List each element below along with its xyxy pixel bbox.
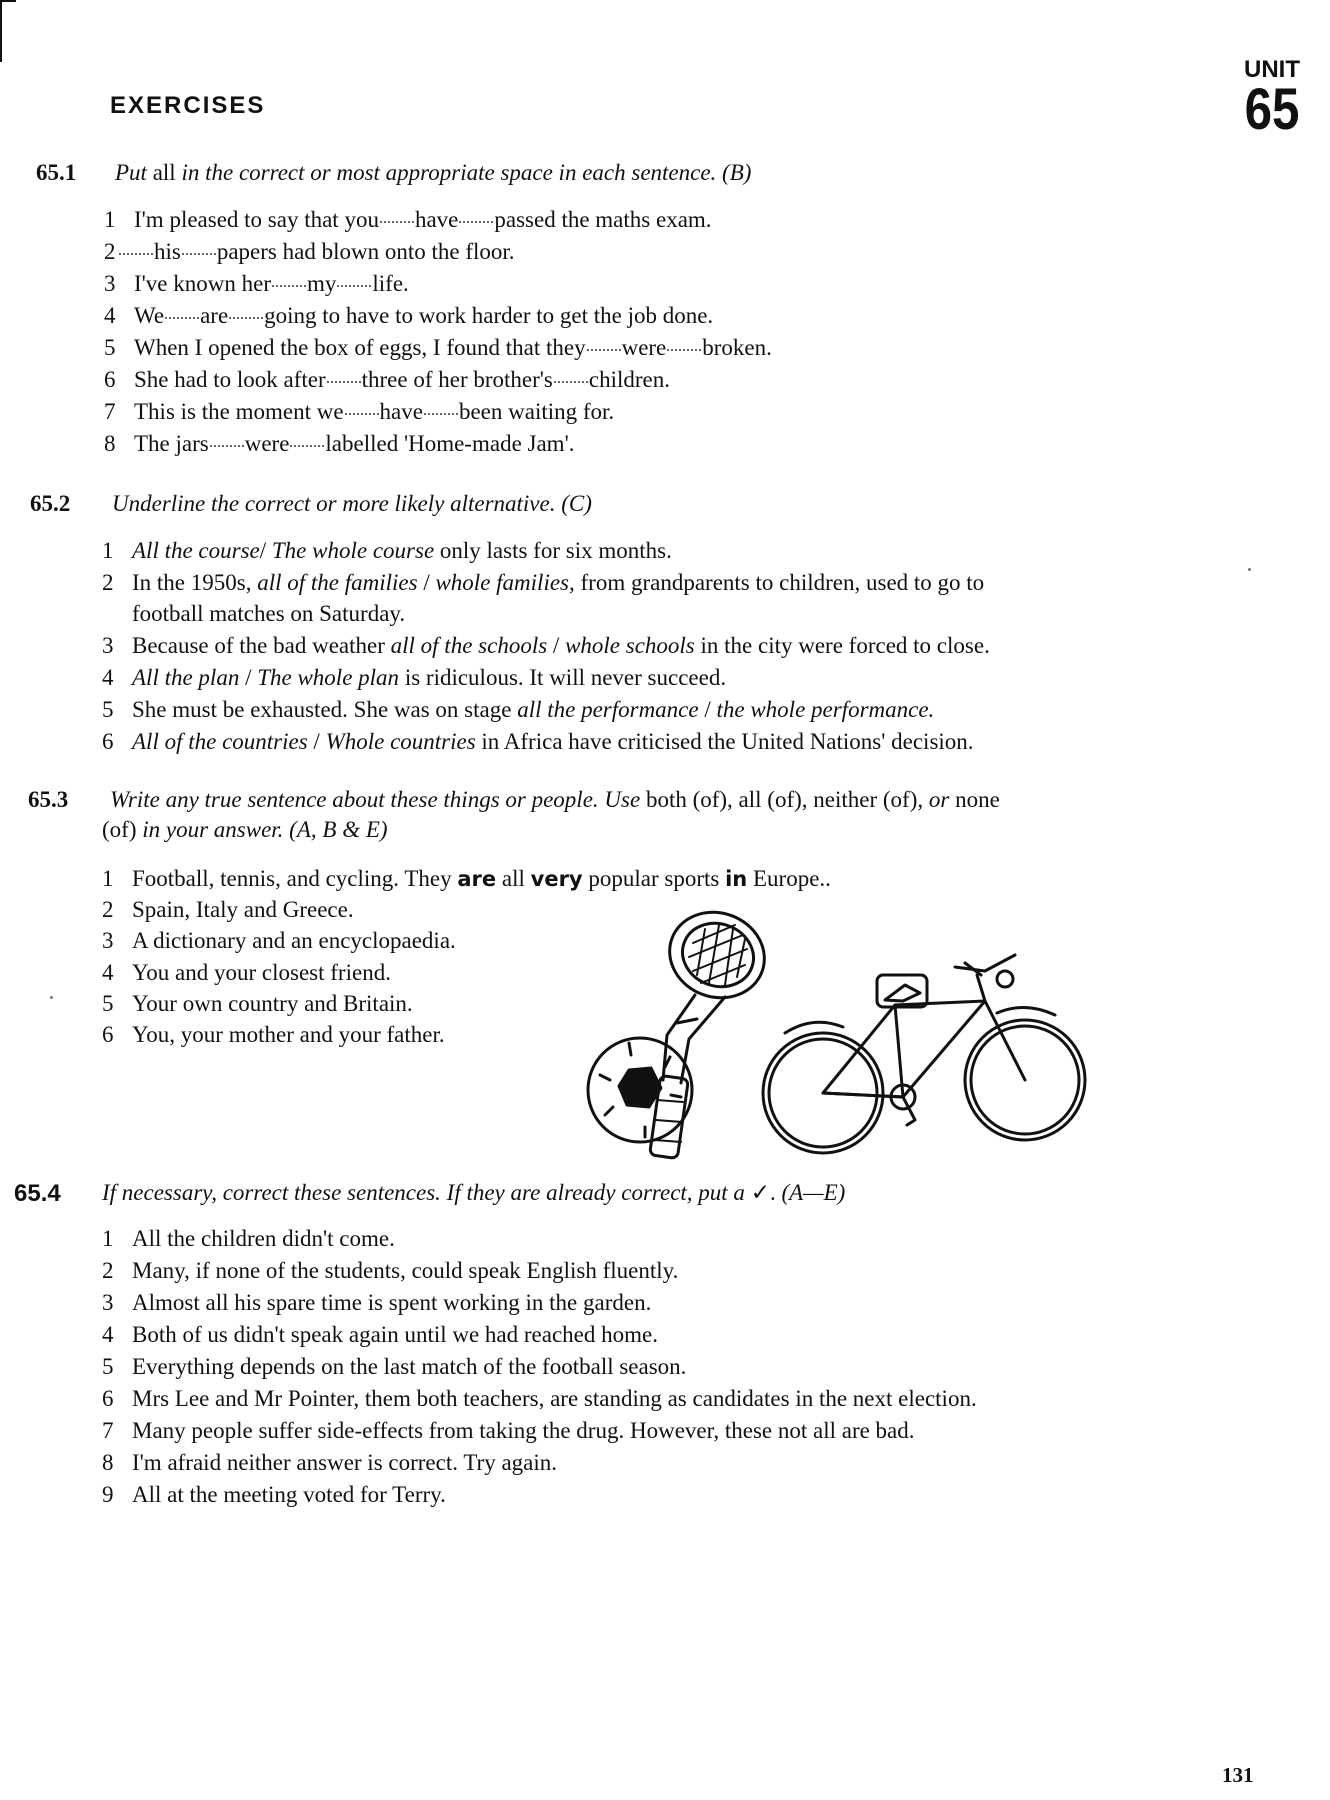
ex4-item-4: 4 Both of us didn't speak again until we had reached home. <box>102 1322 658 1347</box>
sports-illustration <box>585 905 1125 1165</box>
page-number: 131 <box>1222 1763 1254 1787</box>
exercise-instruction-65-3-continued: (of) in your answer. (A, B & E) <box>102 817 388 842</box>
ex2-item-6: 6 All of the countries / Whole countries in Africa have criticised the United Nations' decision. <box>102 729 974 754</box>
unit-label: UNIT <box>1244 56 1300 83</box>
ex2-item-4: 4 All the plan / The whole plan is ridiculous. It will never succeed. <box>102 665 727 690</box>
scan-speck <box>50 996 53 999</box>
bicycle-icon <box>763 955 1085 1153</box>
corner-mark <box>0 0 16 62</box>
exercise-instruction-65-1: Put all in the correct or most appropriate space in each sentence. (B) <box>115 160 752 185</box>
ex4-item-1: 1 All the children didn't come. <box>102 1226 395 1251</box>
ex3-item-5: 5 Your own country and Britain. <box>102 991 413 1016</box>
ex4-item-9: 9 All at the meeting voted for Terry. <box>102 1482 446 1507</box>
ex3-item-4: 4 You and your closest friend. <box>102 960 391 985</box>
ex2-item-1: 1 All the course/ The whole course only lasts for six months. <box>102 538 672 563</box>
ex2-item-5: 5 She must be exhausted. She was on stage all the performance / the whole performance. <box>102 697 935 722</box>
ex4-item-8: 8 I'm afraid neither answer is correct. Try again. <box>102 1450 558 1475</box>
exercise-number-65-1: 65.1 <box>36 160 77 185</box>
exercise-instruction-65-2: Underline the correct or more likely alternative. (C) <box>112 491 592 516</box>
ex3-item-6: 6 You, your mother and your father. <box>102 1022 445 1047</box>
ex4-item-7: 7 Many people suffer side-effects from taking the drug. However, these not all are bad. <box>102 1418 915 1443</box>
exercise-number-65-3: 65.3 <box>28 787 69 812</box>
ex4-item-6: 6 Mrs Lee and Mr Pointer, them both teachers, are standing as candidates in the next election. <box>102 1386 977 1411</box>
unit-number: 65 <box>1244 77 1300 142</box>
ex2-item-3: 3 Because of the bad weather all of the schools / whole schools in the city were forced to close. <box>102 633 990 658</box>
exercises-heading: EXERCISES <box>110 92 266 119</box>
ex1-item-2: 2 his papers had blown onto the floor. <box>104 239 515 264</box>
exercise-number-65-4: 65.4 <box>14 1180 61 1207</box>
football-icon <box>588 1038 692 1142</box>
ex3-item-3: 3 A dictionary and an encyclopaedia. <box>102 928 456 953</box>
handwritten-answer: in <box>725 867 748 891</box>
exercise-number-65-2: 65.2 <box>30 491 71 516</box>
ex1-item-1: 1 I'm pleased to say that you have passed the maths exam. <box>104 207 712 232</box>
ex1-item-7: 7 This is the moment we have been waiting for. <box>104 399 615 424</box>
ex4-item-3: 3 Almost all his spare time is spent working in the garden. <box>102 1290 652 1315</box>
ex1-item-8: 8 The jars were labelled 'Home-made Jam'. <box>104 431 575 456</box>
tennis-racket-icon <box>650 905 777 1159</box>
handwritten-answer: very <box>530 867 583 891</box>
exercise-instruction-65-3: Write any true sentence about these things or people. Use both (of), all (of), neither (of), or none <box>110 787 1000 812</box>
handwritten-answer: are <box>457 867 497 891</box>
exercise-instruction-65-4: If necessary, correct these sentences. If they are already correct, put a ✓. (A—E) <box>102 1180 846 1205</box>
ex1-item-4: 4 We are going to have to work harder to get the job done. <box>104 303 714 328</box>
checkmark-icon: ✓. <box>750 1180 776 1205</box>
scan-speck <box>1248 568 1251 571</box>
ex3-item-2: 2 Spain, Italy and Greece. <box>102 897 354 922</box>
ex1-item-5: 5 When I opened the box of eggs, I found that they were broken. <box>104 335 772 360</box>
ex2-item-2-continued: football matches on Saturday. <box>132 601 406 626</box>
ex4-item-2: 2 Many, if none of the students, could speak English fluently. <box>102 1258 679 1283</box>
ex1-item-6: 6 She had to look after three of her brother's children. <box>104 367 670 392</box>
ex1-item-3: 3 I've known her my life. <box>104 271 409 296</box>
ex4-item-5: 5 Everything depends on the last match of the football season. <box>102 1354 687 1379</box>
ex3-item-1: 1 Football, tennis, and cycling. They are all very popular sports in Europe.. <box>102 866 831 891</box>
ex2-item-2: 2 In the 1950s, all of the families / whole families, from grandparents to children, used to go to <box>102 570 985 595</box>
